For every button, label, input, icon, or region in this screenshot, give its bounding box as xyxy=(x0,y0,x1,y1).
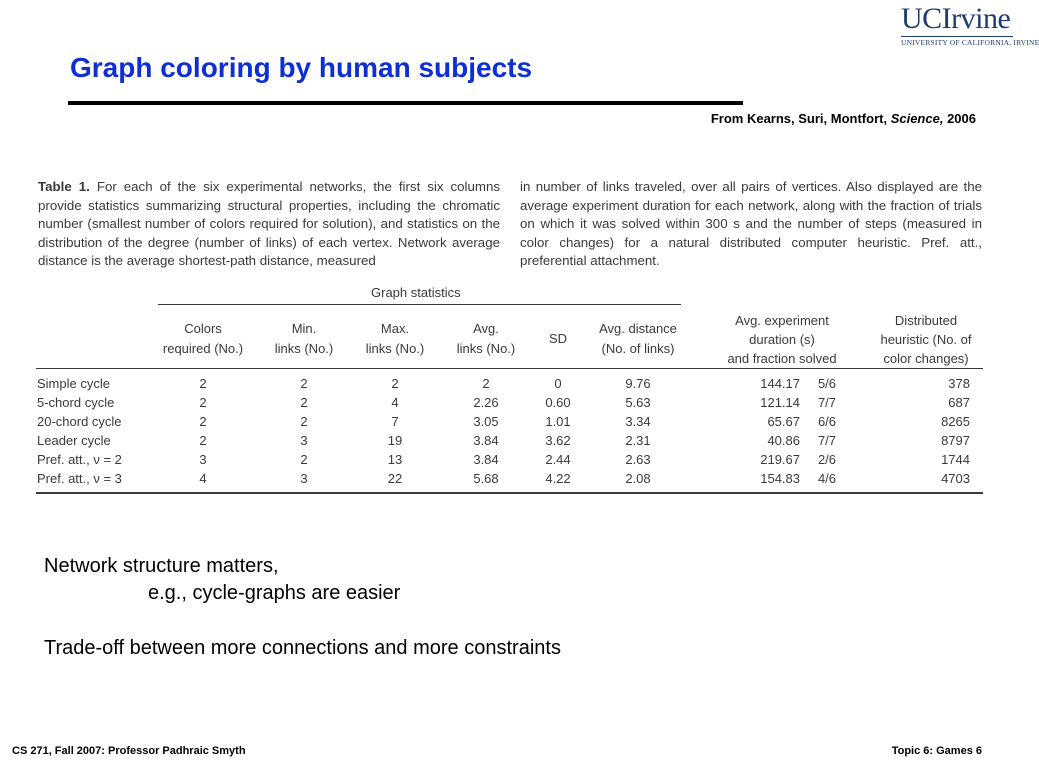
table-caption-label: Table 1. xyxy=(38,179,90,194)
logo-wordmark: UCIrvine xyxy=(901,2,1011,35)
note-line-2: e.g., cycle-graphs are easier xyxy=(148,582,401,604)
row-avg-links: 3.05 xyxy=(473,414,499,429)
row-avg-distance: 2.08 xyxy=(625,471,651,486)
row-avg-links: 2.26 xyxy=(473,395,499,410)
footer-page-info: Topic 6: Games 6 xyxy=(891,745,982,757)
header-sd xyxy=(536,329,580,349)
header-colors-line1: Colors xyxy=(184,321,222,336)
row-sd: 2.44 xyxy=(545,452,571,467)
header-duration-line3: and fraction solved xyxy=(727,351,837,366)
row-heuristic: 1744 xyxy=(941,452,970,467)
row-duration: 121.14 xyxy=(760,395,800,410)
row-avg-links: 3.84 xyxy=(473,433,499,448)
header-max-line1: Max. xyxy=(380,321,410,336)
row-sd: 1.01 xyxy=(545,414,571,429)
row-colors: 2 xyxy=(199,433,207,448)
row-duration: 219.67 xyxy=(760,452,800,467)
header-heuristic-line3: color changes) xyxy=(883,351,969,366)
row-fraction-solved: 6/6 xyxy=(817,414,837,429)
citation xyxy=(711,111,976,126)
row-sd: 0.60 xyxy=(545,395,571,410)
row-fraction-solved: 4/6 xyxy=(817,471,837,486)
header-max-links xyxy=(353,319,437,359)
row-avg-distance: 5.63 xyxy=(625,395,651,410)
table-row xyxy=(36,469,983,488)
row-duration: 40.86 xyxy=(767,433,800,448)
header-avg-links xyxy=(444,319,528,359)
table-row xyxy=(36,393,983,412)
citation-journal: Science, xyxy=(890,111,944,126)
row-avg-distance: 3.34 xyxy=(625,414,651,429)
row-sd: 0 xyxy=(554,376,562,391)
table-bottom-rule xyxy=(36,492,983,494)
row-min-links: 3 xyxy=(300,471,308,486)
header-avgdist-line1: Avg. distance xyxy=(599,321,677,336)
row-avg-links: 3.84 xyxy=(473,452,499,467)
row-duration: 154.83 xyxy=(760,471,800,486)
footer-course-info: CS 271, Fall 2007: Professor Padhraic Smyth xyxy=(12,745,246,757)
note-line-3: Trade-off between more connections and more constraints xyxy=(44,637,561,659)
row-max-links: 22 xyxy=(387,471,403,486)
header-sd-line1: SD xyxy=(548,331,568,346)
header-rule xyxy=(36,368,983,369)
citation-year: 2006 xyxy=(943,111,976,126)
row-max-links: 2 xyxy=(391,376,399,391)
row-colors: 4 xyxy=(199,471,207,486)
row-min-links: 2 xyxy=(300,376,308,391)
row-heuristic: 4703 xyxy=(941,471,970,486)
row-avg-links: 2 xyxy=(482,376,490,391)
header-distributed-heuristic xyxy=(866,311,986,368)
row-max-links: 7 xyxy=(391,414,399,429)
row-avg-links: 5.68 xyxy=(473,471,499,486)
row-colors: 2 xyxy=(199,395,207,410)
row-colors: 3 xyxy=(199,452,207,467)
note-spacer xyxy=(44,607,561,635)
citation-authors: From Kearns, Suri, Montfort, xyxy=(710,111,891,126)
logo-divider xyxy=(901,36,1013,37)
header-colors-line2: required (No.) xyxy=(162,341,244,356)
row-avg-distance: 9.76 xyxy=(625,376,651,391)
header-avg-distance xyxy=(588,319,688,359)
group-header-rule xyxy=(158,304,681,305)
table-caption-right: in number of links traveled, over all pairs of vertices. Also displayed are the average experiment duration for each network, along with the fraction of trials on which it was solved within 300 s and the number of steps (measured in color changes) for a natural distributed computer heuristic. Pref. att., preferential attachment. xyxy=(520,179,982,269)
graph-statistics-group-header: Graph statistics xyxy=(371,285,461,300)
row-max-links: 13 xyxy=(387,452,403,467)
row-network-name: Pref. att., ν = 3 xyxy=(37,471,122,486)
header-min-line2: links (No.) xyxy=(274,341,334,356)
slide-notes xyxy=(44,553,561,662)
row-colors: 2 xyxy=(199,414,207,429)
row-min-links: 2 xyxy=(300,395,308,410)
table-row xyxy=(36,412,983,431)
header-avg-line1: Avg. xyxy=(473,321,499,336)
row-heuristic: 687 xyxy=(948,395,970,410)
row-avg-distance: 2.63 xyxy=(625,452,651,467)
row-network-name: Leader cycle xyxy=(37,433,111,448)
row-sd: 3.62 xyxy=(545,433,571,448)
title-underline xyxy=(68,101,743,105)
header-experiment-duration xyxy=(712,311,852,368)
header-avg-line2: links (No.) xyxy=(456,341,516,356)
row-duration: 144.17 xyxy=(760,376,800,391)
row-fraction-solved: 2/6 xyxy=(817,452,837,467)
row-min-links: 3 xyxy=(300,433,308,448)
header-max-line2: links (No.) xyxy=(365,341,425,356)
logo-subtitle: UNIVERSITY OF CALIFORNIA, IRVINE xyxy=(901,38,1039,47)
header-heuristic-line1: Distributed xyxy=(894,313,958,328)
slide-title: Graph coloring by human subjects xyxy=(70,52,533,83)
row-heuristic: 8797 xyxy=(941,433,970,448)
row-min-links: 2 xyxy=(300,452,308,467)
table-caption-left xyxy=(38,178,500,271)
row-network-name: Simple cycle xyxy=(37,376,110,391)
row-duration: 65.67 xyxy=(767,414,800,429)
row-network-name: 5-chord cycle xyxy=(37,395,115,410)
row-heuristic: 378 xyxy=(948,376,970,391)
row-colors: 2 xyxy=(199,376,207,391)
header-min-line1: Min. xyxy=(291,321,317,336)
row-network-name: Pref. att., ν = 2 xyxy=(37,452,122,467)
table-row xyxy=(36,431,983,450)
note-line-1: Network structure matters, xyxy=(44,555,279,577)
row-sd: 4.22 xyxy=(545,471,571,486)
header-min-links xyxy=(262,319,346,359)
header-colors xyxy=(153,319,253,359)
table-row xyxy=(36,374,983,393)
header-heuristic-line2: heuristic (No. of xyxy=(880,332,972,347)
header-avgdist-line2: (No. of links) xyxy=(601,341,675,356)
row-network-name: 20-chord cycle xyxy=(37,414,122,429)
row-fraction-solved: 7/7 xyxy=(817,395,837,410)
row-max-links: 4 xyxy=(391,395,399,410)
header-duration-line1: Avg. experiment xyxy=(735,313,829,328)
table-caption-left-text: For each of the six experimental networks, the first six columns provide statistics summarizing structural properties, including the chromatic number (smallest number of colors required for solution), and statistics on the distribution of the degree (number of links) of each vertex. Network average distance is the average shortest-path distance, measured xyxy=(38,179,501,269)
row-fraction-solved: 5/6 xyxy=(817,376,837,391)
row-max-links: 19 xyxy=(387,433,403,448)
row-heuristic: 8265 xyxy=(941,414,970,429)
uc-irvine-logo xyxy=(901,2,1039,50)
header-duration-line2: duration (s) xyxy=(749,332,815,347)
row-avg-distance: 2.31 xyxy=(625,433,651,448)
row-min-links: 2 xyxy=(300,414,308,429)
row-fraction-solved: 7/7 xyxy=(817,433,837,448)
table-row xyxy=(36,450,983,469)
